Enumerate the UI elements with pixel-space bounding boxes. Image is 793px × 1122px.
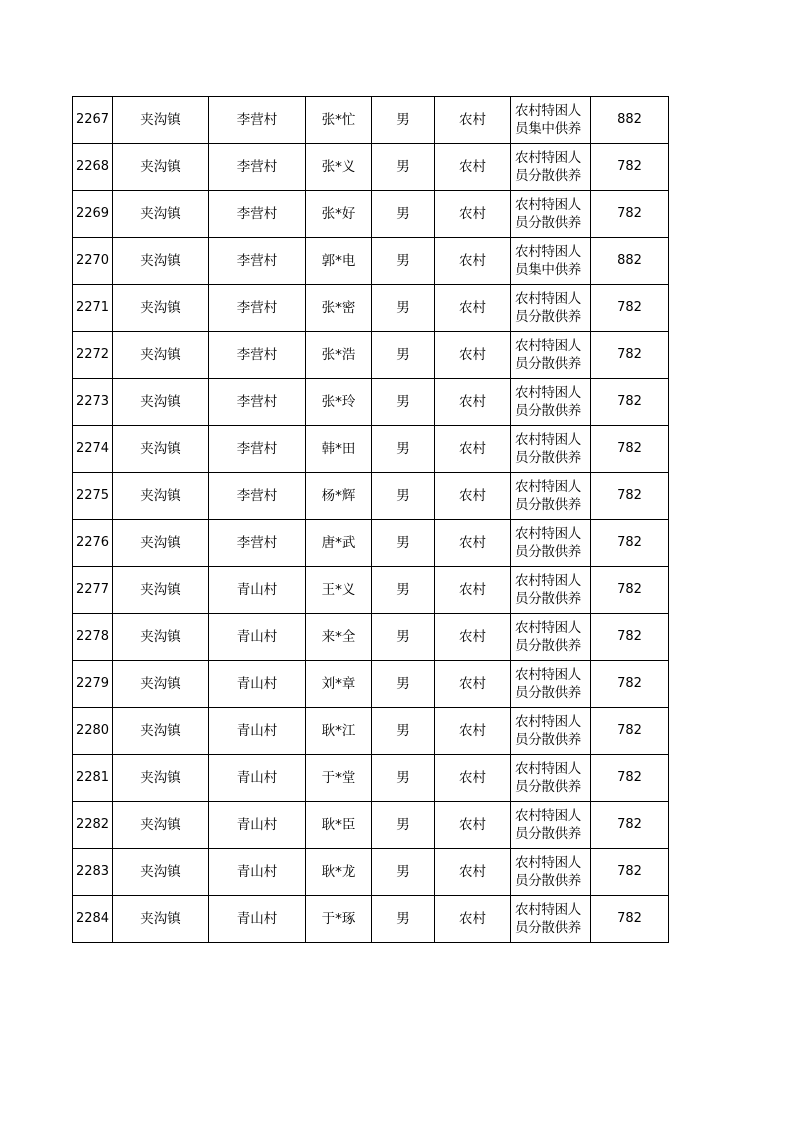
cell-name: 杨*辉	[306, 473, 372, 520]
cell-village: 李营村	[209, 426, 306, 473]
cell-area: 农村	[435, 520, 511, 567]
cell-area: 农村	[435, 802, 511, 849]
cell-amount: 782	[591, 285, 669, 332]
cell-village: 李营村	[209, 473, 306, 520]
cell-town: 夹沟镇	[113, 896, 209, 943]
cell-support-type: 农村特困人员分散供养	[511, 520, 591, 567]
cell-amount: 882	[591, 238, 669, 285]
cell-town: 夹沟镇	[113, 238, 209, 285]
cell-amount: 782	[591, 661, 669, 708]
cell-id: 2283	[73, 849, 113, 896]
table-row	[73, 238, 669, 285]
cell-village: 青山村	[209, 755, 306, 802]
cell-name: 唐*武	[306, 520, 372, 567]
cell-area: 农村	[435, 896, 511, 943]
table-row	[73, 614, 669, 661]
cell-name: 张*义	[306, 144, 372, 191]
cell-gender: 男	[372, 802, 435, 849]
cell-area: 农村	[435, 567, 511, 614]
cell-area: 农村	[435, 191, 511, 238]
cell-support-type: 农村特困人员分散供养	[511, 661, 591, 708]
cell-village: 李营村	[209, 191, 306, 238]
cell-village: 青山村	[209, 849, 306, 896]
cell-village: 青山村	[209, 661, 306, 708]
table-row	[73, 473, 669, 520]
cell-id: 2269	[73, 191, 113, 238]
cell-support-type: 农村特困人员分散供养	[511, 332, 591, 379]
cell-support-type: 农村特困人员分散供养	[511, 755, 591, 802]
table-row	[73, 191, 669, 238]
cell-support-type: 农村特困人员分散供养	[511, 708, 591, 755]
cell-amount: 782	[591, 191, 669, 238]
cell-town: 夹沟镇	[113, 755, 209, 802]
cell-amount: 782	[591, 802, 669, 849]
cell-name: 王*义	[306, 567, 372, 614]
table-row	[73, 332, 669, 379]
cell-id: 2268	[73, 144, 113, 191]
cell-name: 耿*江	[306, 708, 372, 755]
cell-name: 韩*田	[306, 426, 372, 473]
cell-town: 夹沟镇	[113, 144, 209, 191]
cell-village: 李营村	[209, 285, 306, 332]
cell-support-type: 农村特困人员分散供养	[511, 802, 591, 849]
table-row	[73, 379, 669, 426]
cell-amount: 782	[591, 614, 669, 661]
cell-town: 夹沟镇	[113, 708, 209, 755]
cell-name: 张*密	[306, 285, 372, 332]
cell-area: 农村	[435, 97, 511, 144]
cell-gender: 男	[372, 614, 435, 661]
table-row	[73, 708, 669, 755]
cell-gender: 男	[372, 97, 435, 144]
data-table	[72, 96, 669, 943]
cell-gender: 男	[372, 661, 435, 708]
cell-id: 2267	[73, 97, 113, 144]
cell-area: 农村	[435, 426, 511, 473]
cell-name: 耿*龙	[306, 849, 372, 896]
cell-support-type: 农村特困人员集中供养	[511, 238, 591, 285]
cell-town: 夹沟镇	[113, 97, 209, 144]
cell-gender: 男	[372, 896, 435, 943]
cell-gender: 男	[372, 238, 435, 285]
cell-id: 2273	[73, 379, 113, 426]
cell-village: 李营村	[209, 520, 306, 567]
cell-support-type: 农村特困人员分散供养	[511, 144, 591, 191]
cell-name: 于*琢	[306, 896, 372, 943]
cell-amount: 782	[591, 332, 669, 379]
cell-village: 李营村	[209, 238, 306, 285]
cell-id: 2284	[73, 896, 113, 943]
cell-village: 李营村	[209, 97, 306, 144]
cell-support-type: 农村特困人员分散供养	[511, 285, 591, 332]
table-row	[73, 520, 669, 567]
cell-id: 2276	[73, 520, 113, 567]
cell-id: 2271	[73, 285, 113, 332]
cell-amount: 782	[591, 520, 669, 567]
cell-gender: 男	[372, 755, 435, 802]
cell-town: 夹沟镇	[113, 285, 209, 332]
cell-id: 2274	[73, 426, 113, 473]
cell-amount: 782	[591, 567, 669, 614]
cell-amount: 882	[591, 97, 669, 144]
cell-area: 农村	[435, 614, 511, 661]
cell-amount: 782	[591, 849, 669, 896]
cell-name: 张*忙	[306, 97, 372, 144]
cell-gender: 男	[372, 567, 435, 614]
cell-gender: 男	[372, 849, 435, 896]
cell-support-type: 农村特困人员分散供养	[511, 567, 591, 614]
cell-village: 李营村	[209, 144, 306, 191]
cell-area: 农村	[435, 755, 511, 802]
cell-gender: 男	[372, 144, 435, 191]
cell-name: 来*全	[306, 614, 372, 661]
table-row	[73, 144, 669, 191]
cell-gender: 男	[372, 708, 435, 755]
cell-gender: 男	[372, 426, 435, 473]
cell-gender: 男	[372, 473, 435, 520]
cell-town: 夹沟镇	[113, 567, 209, 614]
cell-area: 农村	[435, 238, 511, 285]
cell-amount: 782	[591, 473, 669, 520]
cell-village: 李营村	[209, 379, 306, 426]
cell-area: 农村	[435, 473, 511, 520]
cell-id: 2272	[73, 332, 113, 379]
cell-id: 2277	[73, 567, 113, 614]
table-row	[73, 849, 669, 896]
cell-amount: 782	[591, 896, 669, 943]
table-row	[73, 802, 669, 849]
cell-area: 农村	[435, 379, 511, 426]
cell-area: 农村	[435, 849, 511, 896]
cell-town: 夹沟镇	[113, 473, 209, 520]
cell-support-type: 农村特困人员分散供养	[511, 191, 591, 238]
cell-name: 于*堂	[306, 755, 372, 802]
cell-town: 夹沟镇	[113, 379, 209, 426]
cell-amount: 782	[591, 379, 669, 426]
cell-id: 2280	[73, 708, 113, 755]
table-row	[73, 896, 669, 943]
cell-support-type: 农村特困人员集中供养	[511, 97, 591, 144]
table-row	[73, 567, 669, 614]
cell-village: 青山村	[209, 896, 306, 943]
cell-gender: 男	[372, 285, 435, 332]
cell-amount: 782	[591, 755, 669, 802]
cell-town: 夹沟镇	[113, 520, 209, 567]
cell-id: 2282	[73, 802, 113, 849]
cell-name: 张*玲	[306, 379, 372, 426]
cell-town: 夹沟镇	[113, 661, 209, 708]
cell-id: 2281	[73, 755, 113, 802]
cell-gender: 男	[372, 332, 435, 379]
table-row	[73, 755, 669, 802]
cell-name: 张*好	[306, 191, 372, 238]
cell-support-type: 农村特困人员分散供养	[511, 849, 591, 896]
cell-area: 农村	[435, 285, 511, 332]
cell-town: 夹沟镇	[113, 614, 209, 661]
cell-town: 夹沟镇	[113, 802, 209, 849]
cell-name: 郭*电	[306, 238, 372, 285]
table-row	[73, 426, 669, 473]
cell-area: 农村	[435, 332, 511, 379]
cell-gender: 男	[372, 520, 435, 567]
cell-gender: 男	[372, 191, 435, 238]
cell-town: 夹沟镇	[113, 191, 209, 238]
cell-amount: 782	[591, 708, 669, 755]
cell-support-type: 农村特困人员分散供养	[511, 426, 591, 473]
cell-id: 2278	[73, 614, 113, 661]
cell-town: 夹沟镇	[113, 849, 209, 896]
cell-area: 农村	[435, 708, 511, 755]
cell-village: 李营村	[209, 332, 306, 379]
cell-village: 青山村	[209, 708, 306, 755]
table-row	[73, 97, 669, 144]
cell-support-type: 农村特困人员分散供养	[511, 473, 591, 520]
table-body	[73, 97, 669, 943]
cell-name: 刘*章	[306, 661, 372, 708]
cell-town: 夹沟镇	[113, 426, 209, 473]
cell-support-type: 农村特困人员分散供养	[511, 896, 591, 943]
cell-amount: 782	[591, 144, 669, 191]
cell-id: 2270	[73, 238, 113, 285]
cell-village: 青山村	[209, 567, 306, 614]
table-row	[73, 661, 669, 708]
cell-name: 耿*臣	[306, 802, 372, 849]
cell-support-type: 农村特困人员分散供养	[511, 379, 591, 426]
cell-town: 夹沟镇	[113, 332, 209, 379]
cell-id: 2279	[73, 661, 113, 708]
cell-area: 农村	[435, 661, 511, 708]
cell-support-type: 农村特困人员分散供养	[511, 614, 591, 661]
cell-amount: 782	[591, 426, 669, 473]
cell-gender: 男	[372, 379, 435, 426]
cell-village: 青山村	[209, 802, 306, 849]
table-row	[73, 285, 669, 332]
cell-area: 农村	[435, 144, 511, 191]
cell-id: 2275	[73, 473, 113, 520]
cell-village: 青山村	[209, 614, 306, 661]
cell-name: 张*浩	[306, 332, 372, 379]
